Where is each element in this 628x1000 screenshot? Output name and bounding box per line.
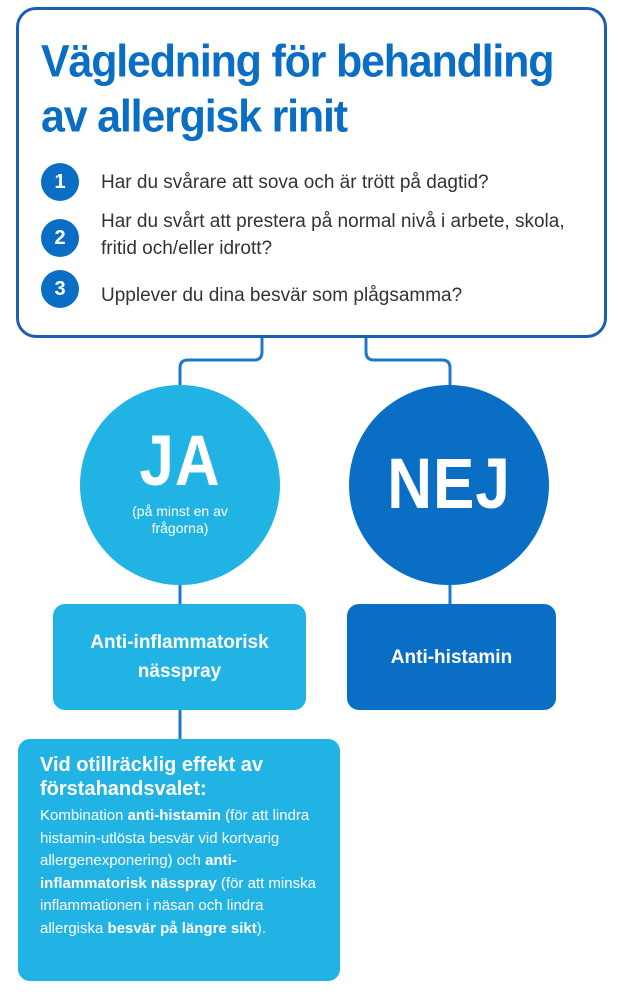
no-treatment-box [347, 604, 556, 710]
no-label: NEJ [387, 444, 511, 525]
no-treatment-label: Anti-histamin [390, 646, 513, 668]
followup-emphasis: besvär på längre sikt [107, 919, 257, 937]
connector-question-to-nej [366, 338, 450, 386]
question-item-1 [41, 163, 581, 203]
question-item-3 [41, 270, 581, 310]
guide-title: Vägledning för behandling av allergisk rinit [41, 36, 554, 143]
connector-question-to-ja [180, 338, 262, 386]
question-item-2 [41, 211, 581, 271]
yes-circle [80, 385, 280, 585]
followup-text: (för att lindra histamin-utlösta besvär vid kortvarig allergenexponering) och [40, 807, 310, 869]
followup-heading: Vid otillräcklig effekt av förstahandsvalet: [40, 754, 264, 800]
yes-note: (på minst en av frågorna) [132, 503, 228, 536]
question-number-badge: 1 [41, 163, 79, 201]
followup-body [40, 805, 322, 940]
yes-treatment-box [53, 604, 306, 710]
followup-text: ). [256, 919, 266, 937]
question-card [16, 7, 607, 338]
yes-treatment-label: Anti-inflammatorisk nässpray [90, 632, 269, 682]
no-circle [349, 385, 549, 585]
question-text: Har du svårare att sova och är trött på dagtid? [101, 172, 489, 193]
followup-text: (för att minska inflammationen i näsan och lindra allergiska [40, 874, 316, 937]
followup-emphasis: anti-histamin [127, 807, 221, 824]
yes-label: JA [139, 421, 221, 502]
question-text: Upplever du dina besvär som plågsamma? [101, 285, 463, 306]
followup-box [18, 739, 340, 981]
question-number-badge: 3 [41, 270, 79, 308]
followup-text: Kombination [40, 807, 128, 824]
question-text: Har du svårt att prestera på normal nivå i arbete, skola, fritid och/eller idrott? [101, 211, 565, 259]
question-number-badge: 2 [41, 219, 79, 257]
followup-emphasis: anti-inflammatorisk nässpray [40, 852, 237, 892]
